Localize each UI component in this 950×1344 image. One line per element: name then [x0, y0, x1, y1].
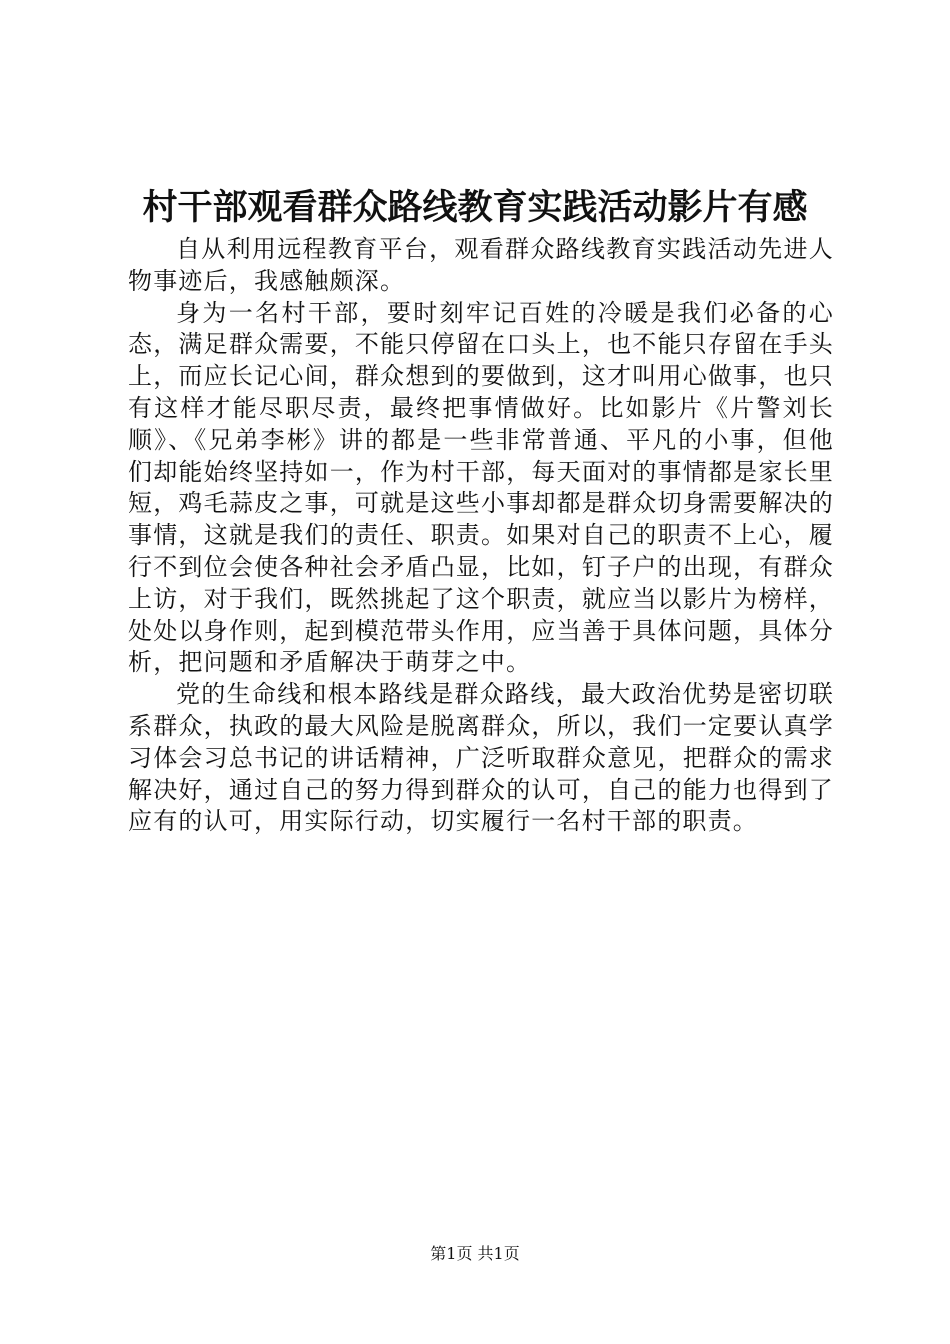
document-title: 村干部观看群众路线教育实践活动影片有感: [142, 187, 808, 228]
paragraph-3: 党的生命线和根本路线是群众路线，最大政治优势是密切联系群众，执政的最大风险是脱离群众，所以，我们一定要认真学习体会习总书记的讲话精神，广泛听取群众意见，把群众的需求解决好，通过自己的努力得到群众的认可，自己的能力也得到了应有的认可，用实际行动，切实履行一名村干部的职责。: [128, 680, 834, 836]
document-body: [128, 234, 834, 838]
page-footer: 第1页 共1页: [430, 1244, 520, 1263]
paragraph-2: 身为一名村干部，要时刻牢记百姓的冷暖是我们必备的心态，满足群众需要，不能只停留在口头上，也不能只存留在手头上，而应长记心间，群众想到的要做到，这才叫用心做事，也只有这样才能尽职尽责，最终把事情做好。比如影片《片警刘长顺》、《兄弟李彬》讲的都是一些非常普通、平凡的小事，但他们却能始终坚持如一，作为村干部，每天面对的事情都是家长里短，鸡毛蒜皮之事，可就是这些小事却都是群众切身需要解决的事情，这就是我们的责任、职责。如果对自己的职责不上心，履行不到位会使各种社会矛盾凸显，比如，钉子户的出现，有群众上访，对于我们，既然挑起了这个职责，就应当以影片为榜样，处处以身作则，起到模范带头作用，应当善于具体问题，具体分析，把问题和矛盾解决于萌芽之中。: [128, 298, 834, 677]
paragraph-1: 自从利用远程教育平台，观看群众路线教育实践活动先进人物事迹后，我感触颇深。: [128, 235, 834, 295]
